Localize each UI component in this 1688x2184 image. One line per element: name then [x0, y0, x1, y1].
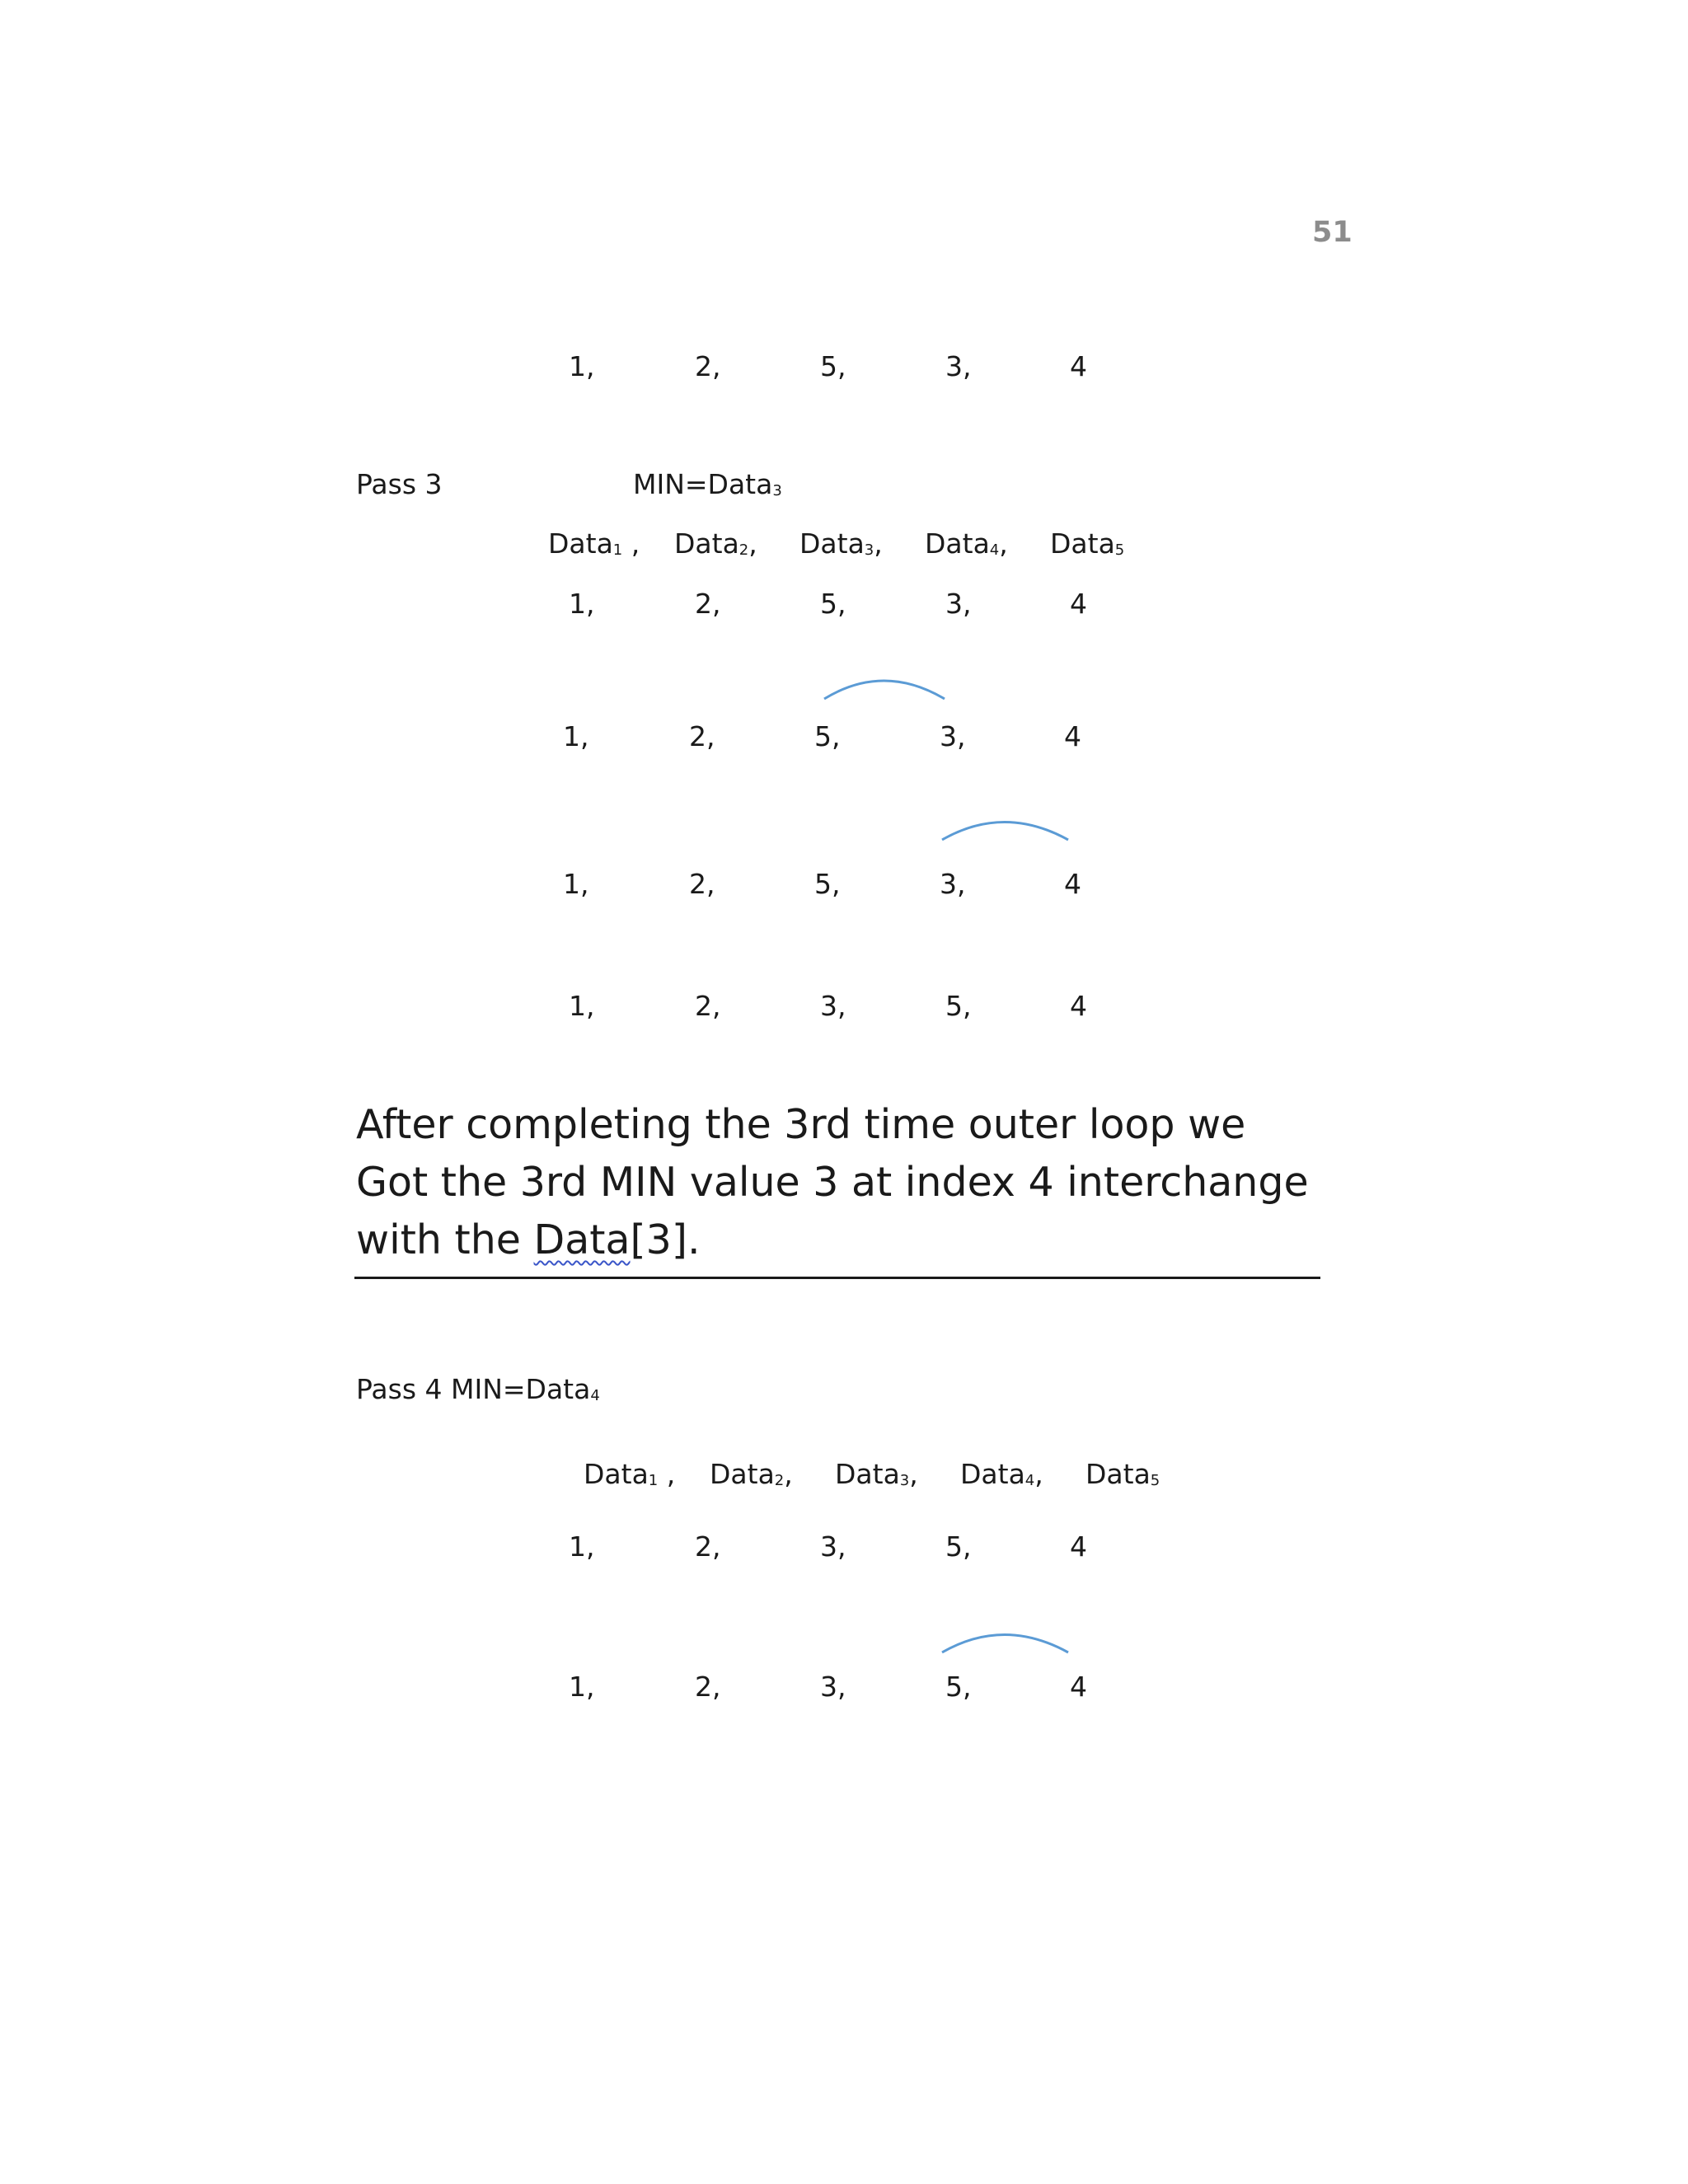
value-cell: 1,	[563, 868, 589, 900]
pass3-label: Pass 3	[356, 468, 443, 500]
header-cell: Data$_2$,	[710, 1458, 793, 1490]
value-cell: 5,	[945, 1530, 972, 1563]
value-cell: 4	[1064, 720, 1081, 752]
pass4-label-subscript: 4	[590, 1387, 600, 1404]
value-cell: 3,	[820, 1530, 846, 1563]
value-cell: 1,	[569, 1671, 595, 1703]
header-cell: Data$_4$,	[960, 1458, 1043, 1490]
spellcheck-underlined-word: Data	[533, 1216, 631, 1263]
paragraph-text-end: [3].	[630, 1216, 701, 1263]
comparison-arc	[942, 823, 1068, 841]
value-cell: 1,	[569, 990, 595, 1022]
header-cell: Data$_4$,	[925, 527, 1008, 560]
value-cell: 5,	[945, 1671, 972, 1703]
value-cell: 2,	[695, 990, 721, 1022]
value-cell: 2,	[695, 1671, 721, 1703]
value-cell: 2,	[695, 588, 721, 620]
header-cell: Data$_3$,	[835, 1458, 918, 1490]
header-cell: Data$_1$ ,	[548, 527, 640, 560]
value-cell: 4	[1070, 350, 1087, 382]
summary-paragraph	[356, 1096, 1329, 1269]
value-cell: 3,	[820, 1671, 846, 1703]
value-cell: 2,	[695, 1530, 721, 1563]
min-subscript: 3	[772, 482, 782, 499]
comparison-arc	[942, 1635, 1068, 1653]
value-cell: 4	[1070, 588, 1087, 620]
value-cell: 1,	[569, 350, 595, 382]
value-cell: 2,	[689, 720, 715, 752]
pass4-label-text: Pass 4 MIN=Data	[356, 1373, 591, 1405]
value-cell: 4	[1064, 868, 1081, 900]
value-cell: 3,	[940, 868, 966, 900]
page-number: 51	[1312, 216, 1353, 249]
value-cell: 5,	[814, 720, 841, 752]
value-cell: 3,	[945, 350, 972, 382]
value-cell: 5,	[820, 588, 846, 620]
header-cell: Data$_5$	[1085, 1458, 1160, 1490]
value-cell: 3,	[945, 588, 972, 620]
value-cell: 1,	[569, 1530, 595, 1563]
header-cell: Data$_1$ ,	[584, 1458, 676, 1490]
paragraph-text: After completing the 3rd time outer loop we Got the 3rd MIN value 3 at index 4 interchange with the	[356, 1101, 1309, 1263]
value-cell: 4	[1070, 1530, 1087, 1563]
pass3-min-label	[633, 468, 782, 500]
value-cell: 2,	[689, 868, 715, 900]
header-cell: Data$_2$,	[674, 527, 757, 560]
value-cell: 5,	[814, 868, 841, 900]
value-cell: 1,	[569, 588, 595, 620]
value-cell: 2,	[695, 350, 721, 382]
value-cell: 5,	[820, 350, 846, 382]
value-cell: 4	[1070, 1671, 1087, 1703]
horizontal-rule	[354, 1277, 1320, 1279]
min-text: MIN=Data	[633, 468, 773, 500]
value-cell: 5,	[945, 990, 972, 1022]
pass4-label	[356, 1373, 600, 1405]
header-cell: Data$_5$	[1050, 527, 1125, 560]
value-cell: 4	[1070, 990, 1087, 1022]
value-cell: 3,	[820, 990, 846, 1022]
value-cell: 3,	[940, 720, 966, 752]
value-cell: 1,	[563, 720, 589, 752]
comparison-arc	[824, 681, 945, 699]
header-cell: Data$_3$,	[799, 527, 883, 560]
